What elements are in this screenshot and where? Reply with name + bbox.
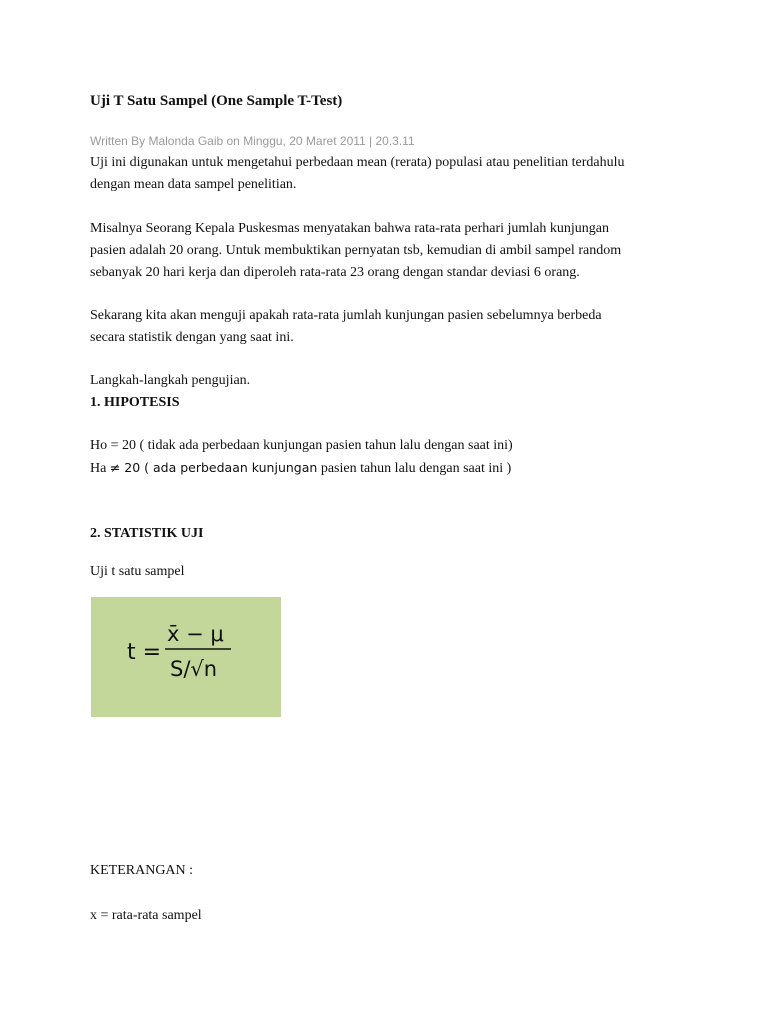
formula-box <box>91 597 281 717</box>
example-line-3: sebanyak 20 hari kerja dan diperoleh rata-rata 23 orang dengan standar deviasi 6 orang. <box>90 265 580 280</box>
hypotheses-block <box>90 435 690 480</box>
page-title: Uji T Satu Sampel (One Sample T-Test) <box>90 93 343 109</box>
alt-hypothesis-rest: pasien tahun lalu dengan saat ini ) <box>317 461 512 476</box>
formula-numerator: x̄ − μ <box>167 622 224 646</box>
document-page <box>90 0 690 1024</box>
intro-line-2: dengan mean data sampel penelitian. <box>90 177 297 192</box>
intro-line-1: Uji ini digunakan untuk mengetahui perbedaan mean (rerata) populasi atau penelitian terdahulu <box>90 155 625 170</box>
null-hypothesis: Ho = 20 ( tidak ada perbedaan kunjungan pasien tahun lalu dengan saat ini) <box>90 438 513 453</box>
steps-block <box>90 370 690 414</box>
t-statistic-formula <box>91 597 281 717</box>
formula-lhs: t = <box>127 640 162 665</box>
example-paragraph <box>90 218 690 284</box>
example-line-2: pasien adalah 20 orang. Untuk membuktikan pernyatan tsb, kemudian di ambil sampel random <box>90 243 622 258</box>
goal-paragraph <box>90 305 690 349</box>
alt-hypothesis <box>90 457 690 480</box>
alt-hypothesis-symbolic: ≠ 20 ( ada perbedaan kunjungan <box>109 460 318 475</box>
example-line-1: Misalnya Seorang Kepala Puskesmas menyatakan bahwa rata-rata perhari jumlah kunjungan <box>90 221 609 236</box>
steps-label: Langkah-langkah pengujian. <box>90 373 251 388</box>
keterangan-label: KETERANGAN : <box>90 863 194 878</box>
formula-denominator: S/√n <box>170 657 218 681</box>
goal-line-1: Sekarang kita akan menguji apakah rata-rata jumlah kunjungan pasien sebelumnya berbeda <box>90 308 602 323</box>
section-heading-hipotesis: 1. HIPOTESIS <box>90 395 180 410</box>
intro-paragraph <box>90 152 690 196</box>
goal-line-2: secara statistik dengan yang saat ini. <box>90 330 294 345</box>
section-heading-statistik: 2. STATISTIK UJI <box>90 526 204 541</box>
keterangan-x: x = rata-rata sampel <box>90 908 202 923</box>
byline: Written By Malonda Gaib on Minggu, 20 Maret 2011 | 20.3.11 <box>90 134 415 148</box>
keterangan-block <box>90 860 690 882</box>
test-name: Uji t satu sampel <box>90 564 185 579</box>
alt-hypothesis-prefix: Ha <box>90 461 110 476</box>
